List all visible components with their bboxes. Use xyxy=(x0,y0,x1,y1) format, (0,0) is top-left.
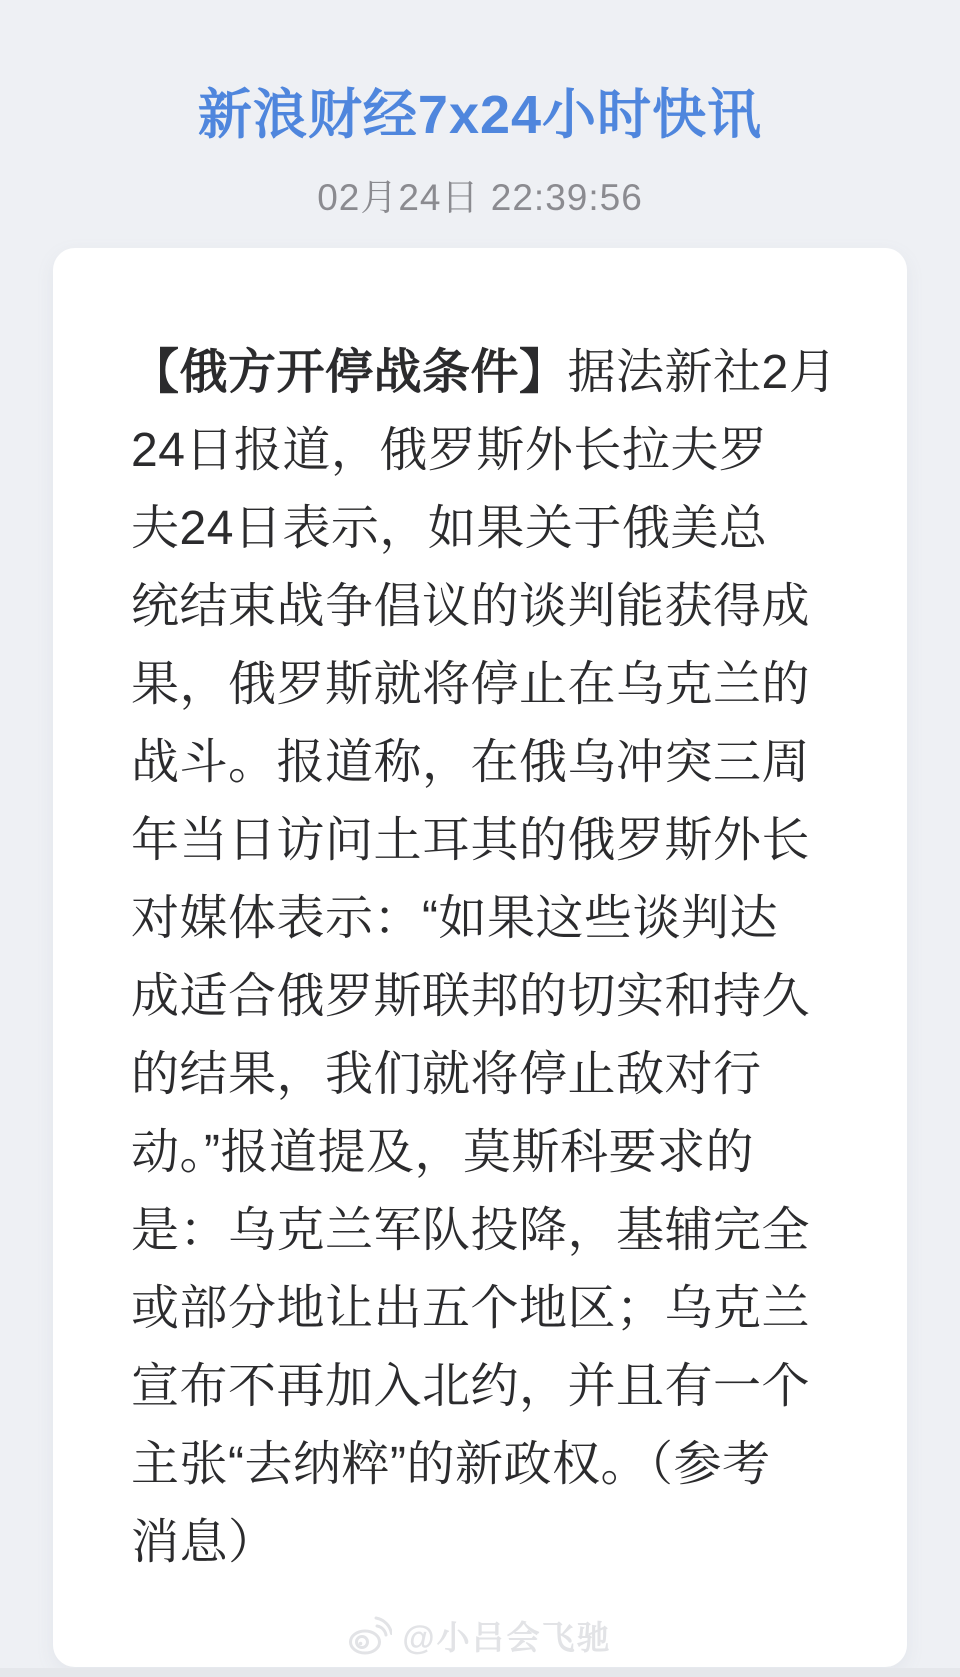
weibo-icon xyxy=(348,1616,392,1656)
article-line xyxy=(131,334,838,412)
article-line: 对媒体表示：“如果这些谈判达 xyxy=(131,892,778,945)
timestamp: 02月24日 22:39:56 xyxy=(317,177,643,218)
article-line: 是：乌克兰军队投降，基辅完全 xyxy=(131,1204,811,1257)
article-headline: 【俄方开停战条件】 xyxy=(131,346,568,399)
article-line: 宣布不再加入北约，并且有一个 xyxy=(131,1360,811,1413)
bottom-strip xyxy=(0,1668,960,1677)
article-line: 夫24日表示，如果关于俄美总 xyxy=(131,502,768,555)
article-line: 主张“去纳粹”的新政权。（参考 xyxy=(131,1438,771,1491)
article-line: 果，俄罗斯就将停止在乌克兰的 xyxy=(131,658,811,711)
article-line-text: 据法新社2月 xyxy=(567,346,838,399)
article-line: 战斗。报道称，在俄乌冲突三周 xyxy=(131,736,811,789)
article-text xyxy=(131,334,838,1582)
article-line: 动。”报道提及，莫斯科要求的 xyxy=(131,1126,754,1179)
article-line: 24日报道，俄罗斯外长拉夫罗 xyxy=(131,424,768,477)
article-line: 或部分地让出五个地区；乌克兰 xyxy=(131,1282,811,1335)
article-line: 成适合俄罗斯联邦的切实和持久 xyxy=(131,970,811,1023)
article-lines xyxy=(131,412,829,1582)
article-line: 统结束战争倡议的谈判能获得成 xyxy=(131,580,811,633)
news-card xyxy=(53,248,907,1667)
watermark xyxy=(53,1612,907,1659)
article-line: 年当日访问土耳其的俄罗斯外长 xyxy=(131,814,811,867)
watermark-handle: @小吕会飞驰 xyxy=(402,1619,612,1656)
article-line: 的结果，我们就将停止敌对行 xyxy=(131,1048,762,1101)
header xyxy=(0,0,960,221)
page-title: 新浪财经7x24小时快讯 xyxy=(197,85,763,145)
article-line: 消息） xyxy=(131,1516,277,1569)
